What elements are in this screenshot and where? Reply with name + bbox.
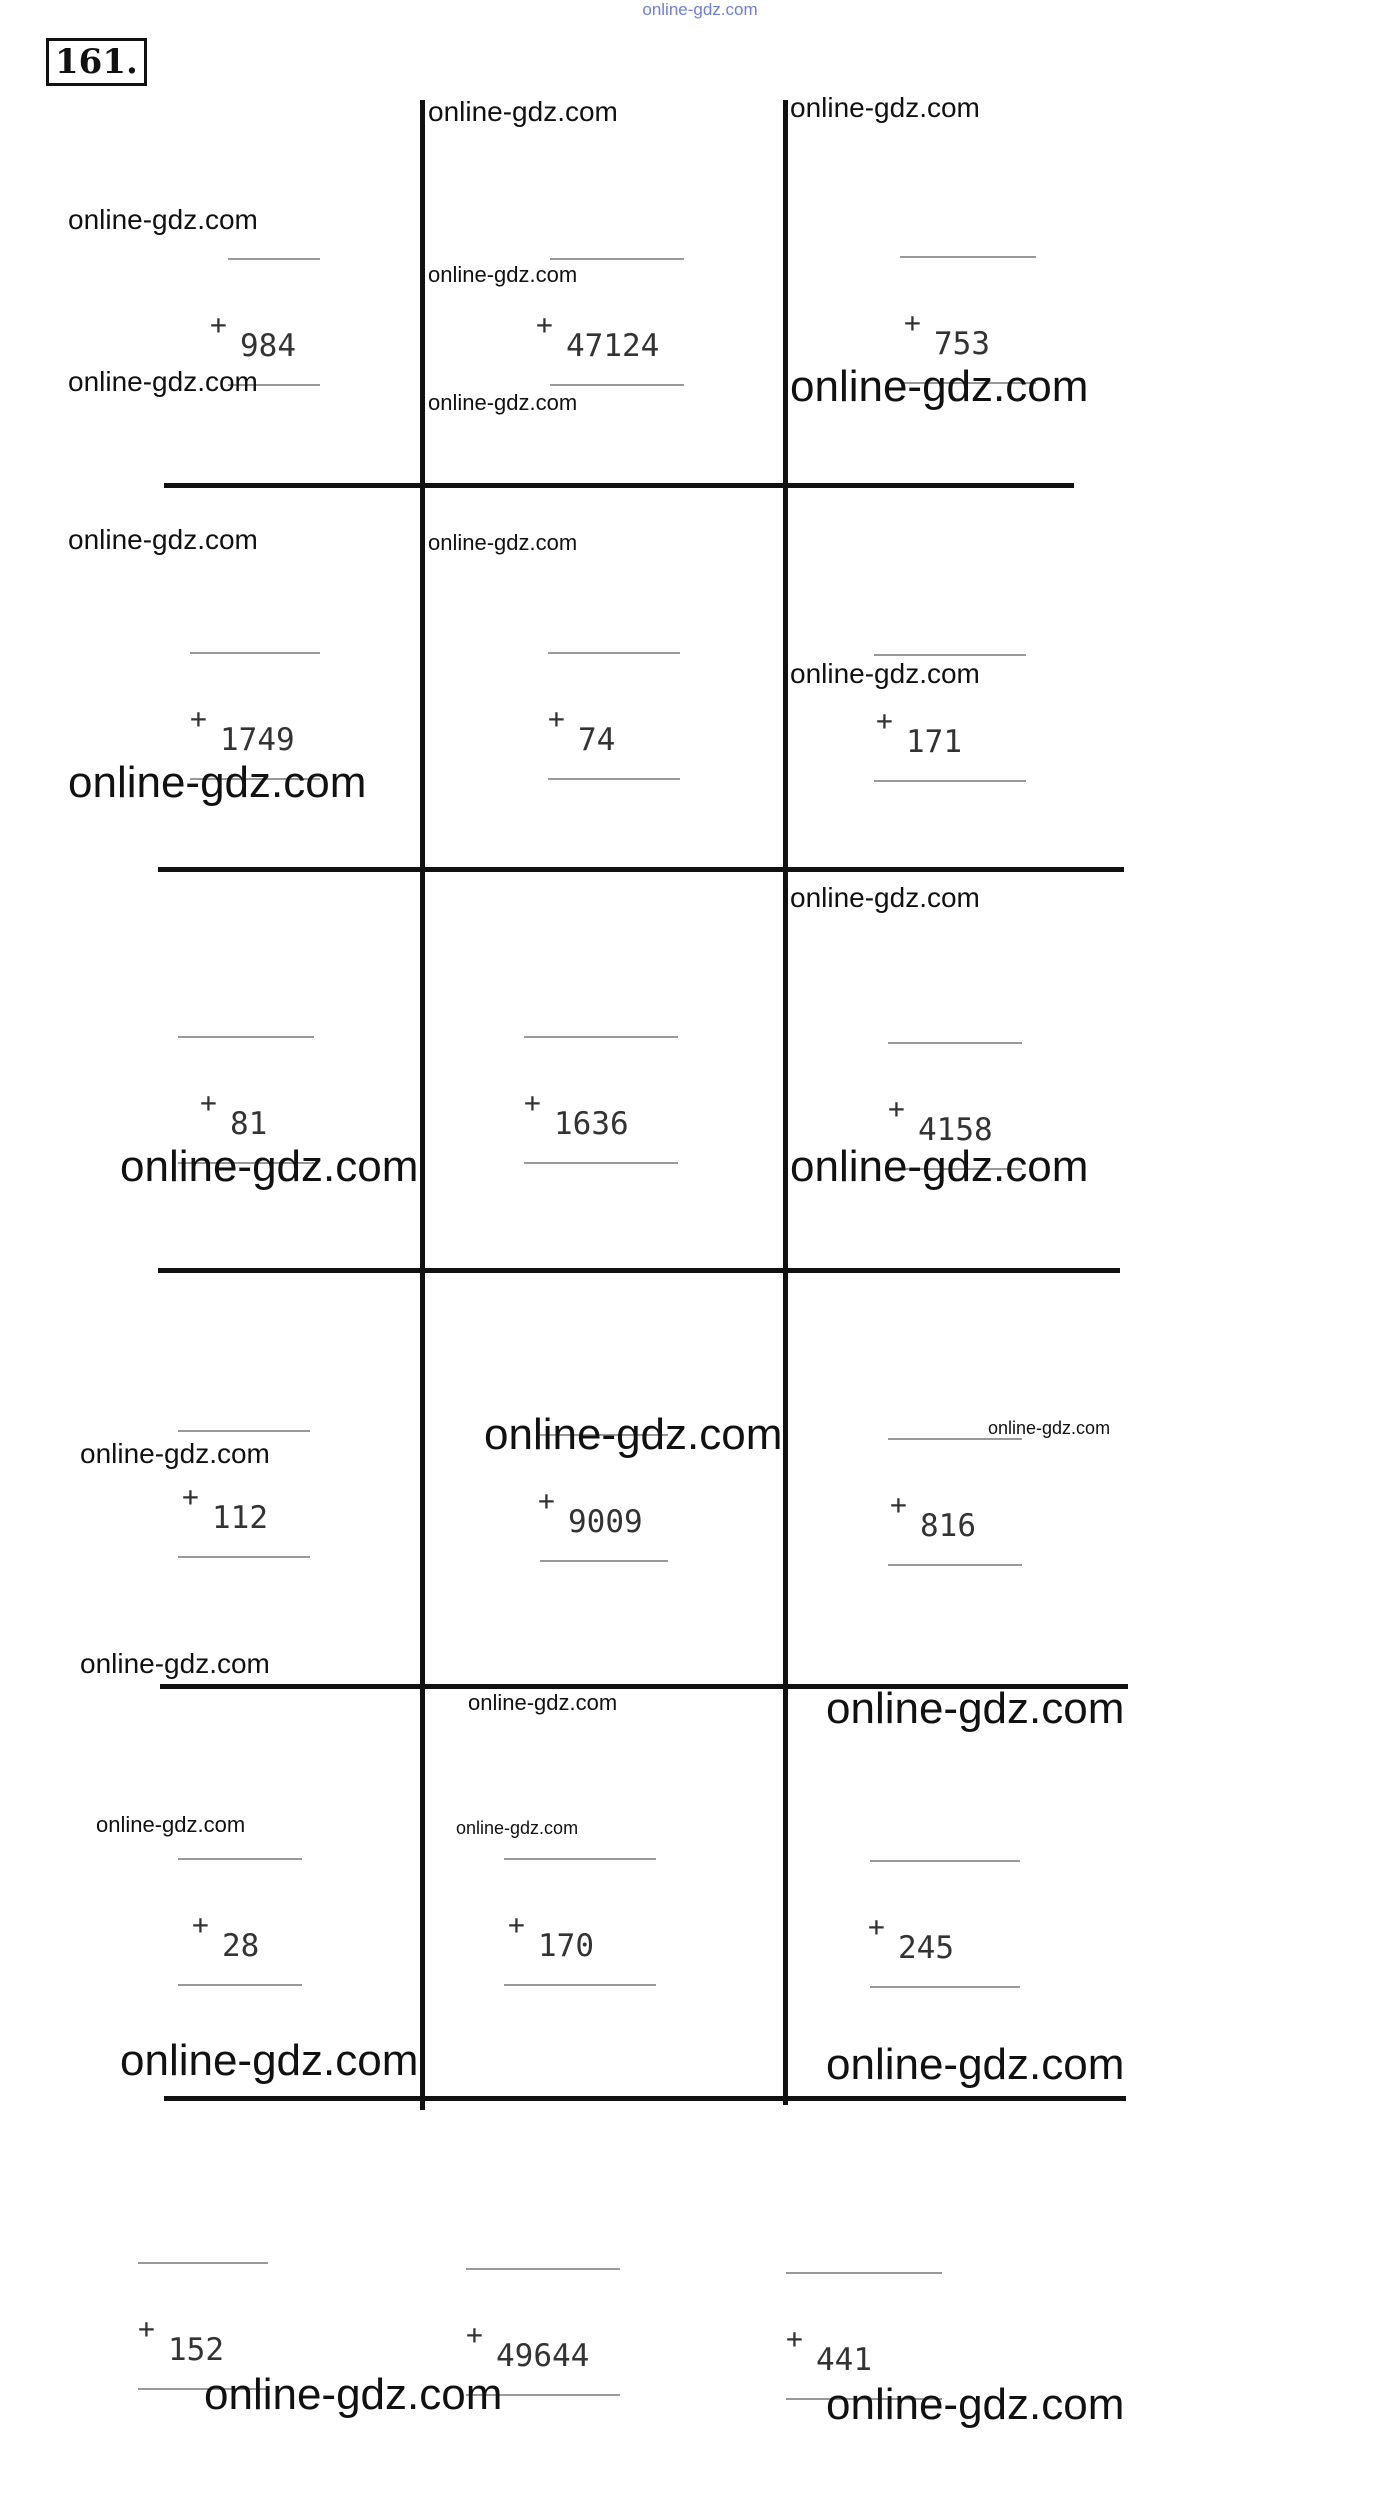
divider-line [178, 1858, 302, 1860]
divider-line [178, 1984, 302, 1986]
partial-product-2: 753 [934, 326, 990, 362]
watermark: online-gdz.com [120, 1142, 419, 1191]
watermark: online-gdz.com [80, 1438, 270, 1469]
divider-line [550, 384, 684, 386]
partial-product-2: 4158 [918, 1112, 993, 1148]
divider-line [548, 778, 680, 780]
watermark: online-gdz.com [456, 1818, 579, 1838]
divider-line [524, 1036, 678, 1038]
divider-line [874, 780, 1026, 782]
watermark: online-gdz.com [988, 1418, 1111, 1438]
row-divider-3 [158, 1268, 1120, 1273]
plus-sign: + [888, 1092, 905, 1125]
plus-sign: + [192, 1908, 209, 1941]
plus-sign: + [210, 308, 227, 341]
partial-product-2: 441 [816, 2342, 872, 2378]
partial-product-2: 170 [538, 1928, 594, 1964]
plus-sign: + [538, 1484, 555, 1517]
watermark: online-gdz.com [826, 1684, 1125, 1733]
watermark: online-gdz.com [120, 2036, 419, 2085]
partial-product-2: 984 [240, 328, 296, 364]
divider-line [874, 654, 1026, 656]
divider-line [178, 1036, 314, 1038]
watermark: online-gdz.com [790, 1142, 1089, 1191]
column-divider-2 [783, 100, 788, 2105]
partial-product-2: 152 [168, 2332, 224, 2368]
watermark: online-gdz.com [826, 2040, 1125, 2089]
watermark: online-gdz.com [96, 1812, 246, 1837]
partial-product-2: 171 [906, 724, 962, 760]
column-divider-1 [420, 100, 425, 2110]
divider-line [888, 1042, 1022, 1044]
watermark: online-gdz.com [68, 366, 258, 397]
partial-product-2: 28 [222, 1928, 260, 1964]
watermark: online-gdz.com [790, 362, 1089, 411]
watermark: online-gdz.com [826, 2380, 1125, 2429]
plus-sign: + [786, 2322, 803, 2355]
plus-sign: + [508, 1908, 525, 1941]
divider-line [178, 1430, 310, 1432]
watermark: online-gdz.com [428, 530, 578, 555]
row-divider-2 [158, 867, 1124, 872]
top-watermark: online-gdz.com [642, 0, 758, 19]
divider-line [504, 1984, 656, 1986]
watermark: online-gdz.com [68, 524, 258, 555]
plus-sign: + [904, 306, 921, 339]
divider-line [888, 1564, 1022, 1566]
partial-product-2: 81 [230, 1106, 268, 1142]
watermark: online-gdz.com [428, 96, 618, 127]
plus-sign: + [868, 1910, 885, 1943]
divider-line [190, 652, 320, 654]
watermark: online-gdz.com [68, 204, 258, 235]
divider-line [548, 652, 680, 654]
watermark: online-gdz.com [428, 262, 578, 287]
divider-line [540, 1560, 668, 1562]
watermark: online-gdz.com [484, 1410, 783, 1459]
watermark: online-gdz.com [68, 758, 367, 807]
plus-sign: + [466, 2318, 483, 2351]
watermark: online-gdz.com [790, 658, 980, 689]
divider-line [900, 256, 1036, 258]
divider-line [178, 1556, 310, 1558]
partial-product-2: 74 [578, 722, 616, 758]
partial-product-2: 245 [898, 1930, 954, 1966]
partial-product-2: 816 [920, 1508, 976, 1544]
plus-sign: + [548, 702, 565, 735]
watermark: online-gdz.com [790, 92, 980, 123]
divider-line [466, 2268, 620, 2270]
divider-line [524, 1162, 678, 1164]
watermark: online-gdz.com [428, 390, 578, 415]
plus-sign: + [524, 1086, 541, 1119]
watermark: online-gdz.com [204, 2370, 503, 2419]
divider-line [870, 1986, 1020, 1988]
partial-product-2: 47124 [566, 328, 660, 364]
exercise-number: 161. [46, 38, 147, 86]
plus-sign: + [200, 1086, 217, 1119]
divider-line [138, 2262, 268, 2264]
partial-product-2: 9009 [568, 1504, 643, 1540]
watermark: online-gdz.com [790, 882, 980, 913]
divider-line [870, 1860, 1020, 1862]
divider-line [504, 1858, 656, 1860]
plus-sign: + [890, 1488, 907, 1521]
partial-product-2: 1749 [220, 722, 295, 758]
partial-product-2: 1636 [554, 1106, 629, 1142]
plus-sign: + [536, 308, 553, 341]
watermark: online-gdz.com [468, 1690, 618, 1715]
divider-line [228, 258, 320, 260]
plus-sign: + [182, 1480, 199, 1513]
partial-product-2: 112 [212, 1500, 268, 1536]
partial-product-2: 49644 [496, 2338, 590, 2374]
row-divider-1 [164, 483, 1074, 488]
plus-sign: + [876, 704, 893, 737]
divider-line [786, 2272, 942, 2274]
plus-sign: + [190, 702, 207, 735]
divider-line [550, 258, 684, 260]
plus-sign: + [138, 2312, 155, 2345]
row-divider-5 [164, 2096, 1126, 2101]
watermark: online-gdz.com [80, 1648, 270, 1679]
